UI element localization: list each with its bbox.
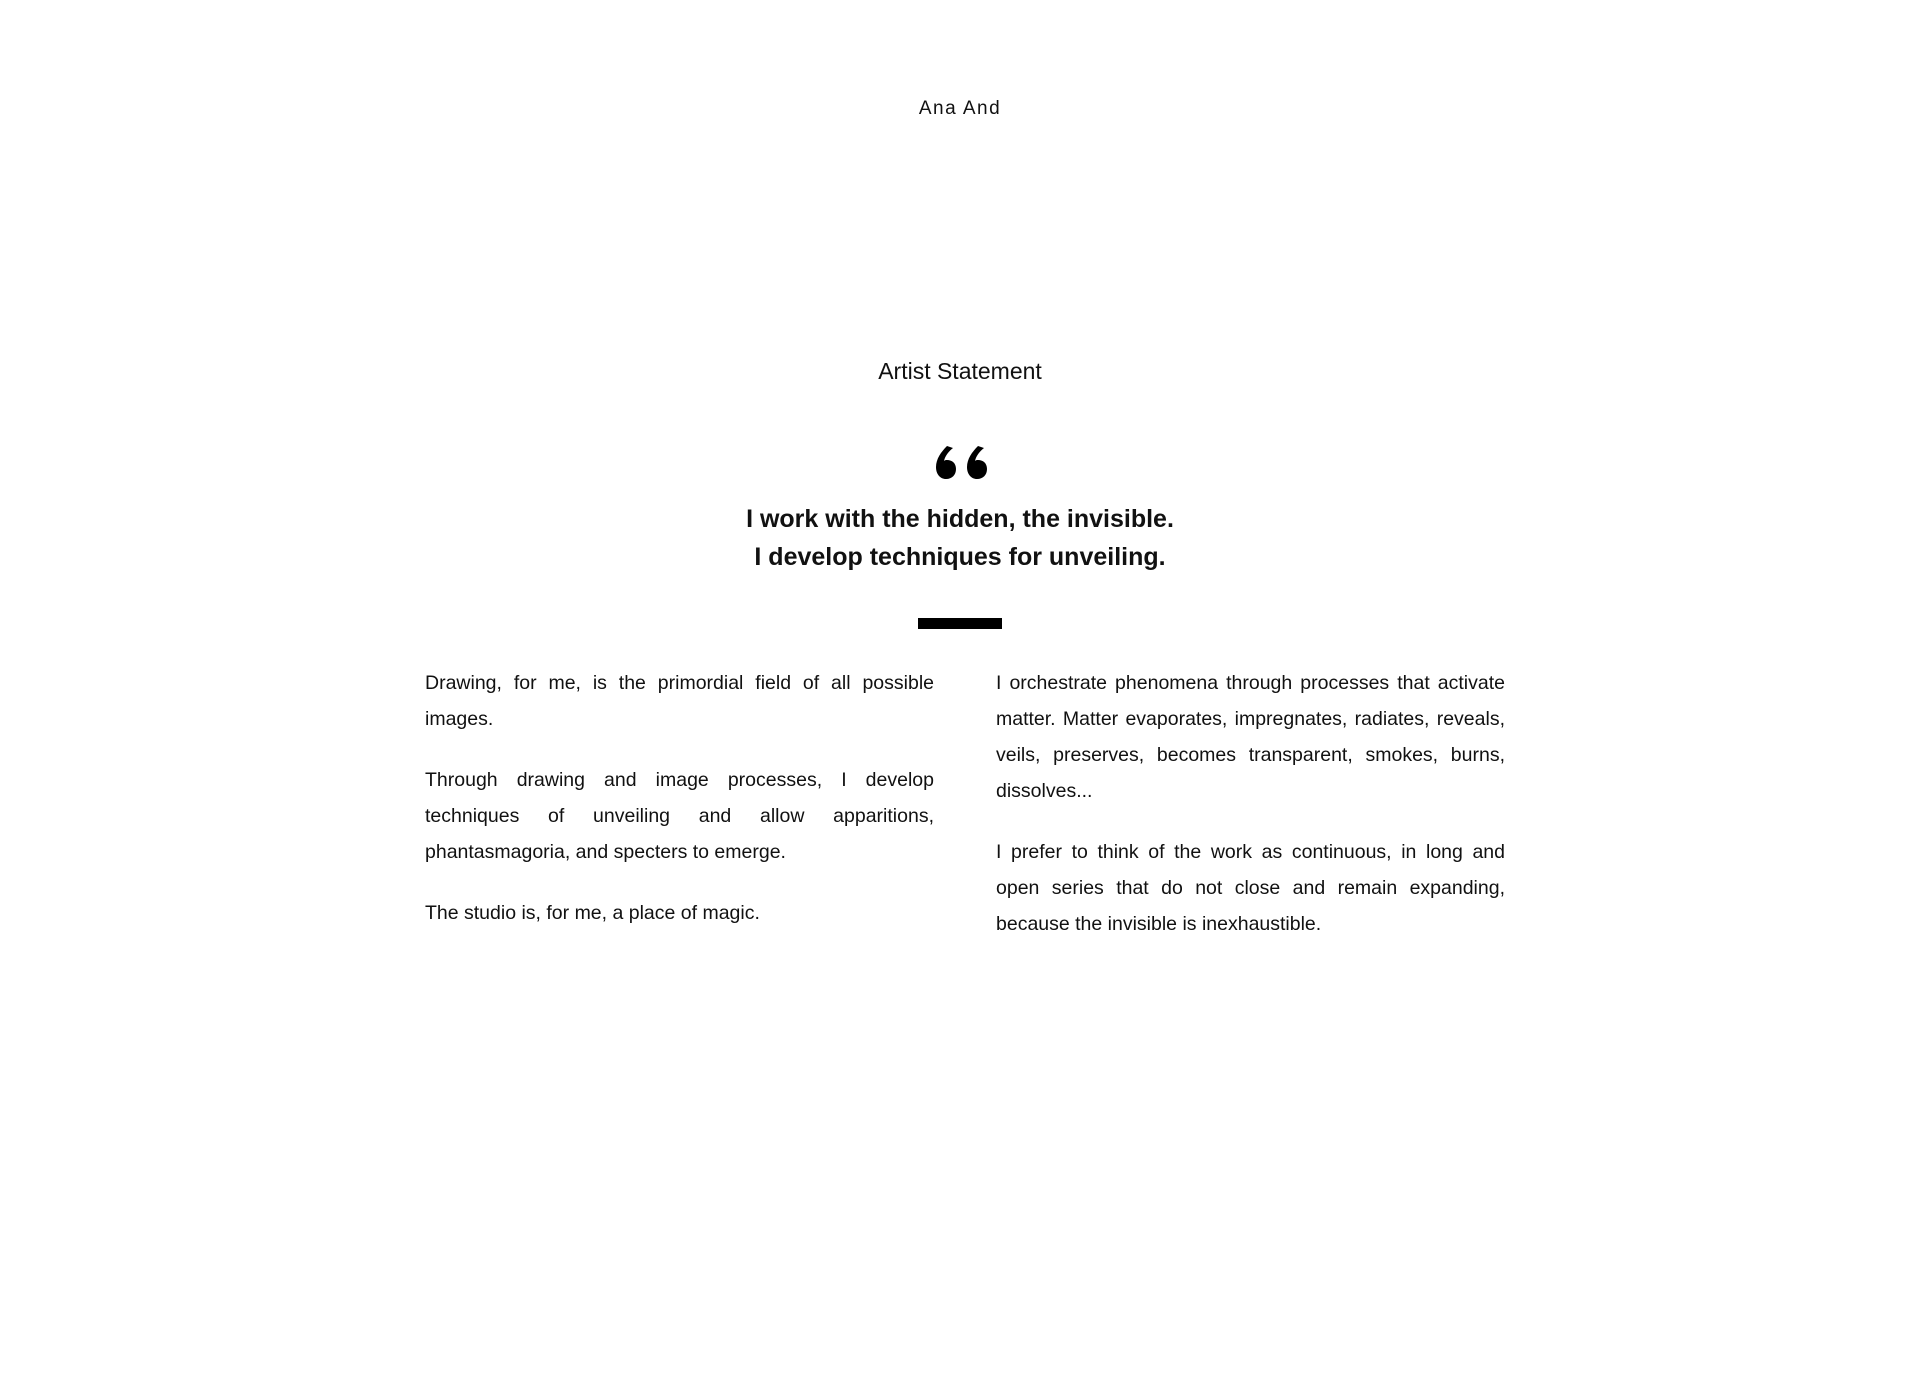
site-title-link[interactable]: Ana And [918, 98, 1002, 119]
section-divider [918, 618, 1002, 629]
statement-column-right [996, 665, 1505, 967]
statement-paragraph: I orchestrate phenomena through processes that activate matter. Matter evaporates, impregnates, radiates, reveals, veils, preserves, becomes transparent, smokes, burns, dissolves... [996, 672, 1505, 802]
statement-paragraph: Through drawing and image processes, I develop techniques of unveiling and allow apparitions, phantasmagoria, and specters to emerge. [425, 769, 934, 863]
statement-column-left [425, 665, 934, 956]
statement-paragraph: Drawing, for me, is the primordial field of all possible images. [425, 672, 934, 730]
pull-quote-line: I work with the hidden, the invisible. [746, 505, 1174, 533]
pull-quote-line: I develop techniques for unveiling. [754, 543, 1166, 571]
quote-open-icon [933, 442, 987, 482]
statement-paragraph: The studio is, for me, a place of magic. [425, 902, 760, 924]
pull-quote [0, 500, 1920, 576]
section-heading: Artist Statement [878, 358, 1042, 384]
statement-paragraph: I prefer to think of the work as continuous, in long and open series that do not close and remain expanding, because the invisible is inexhaustible. [996, 841, 1505, 935]
